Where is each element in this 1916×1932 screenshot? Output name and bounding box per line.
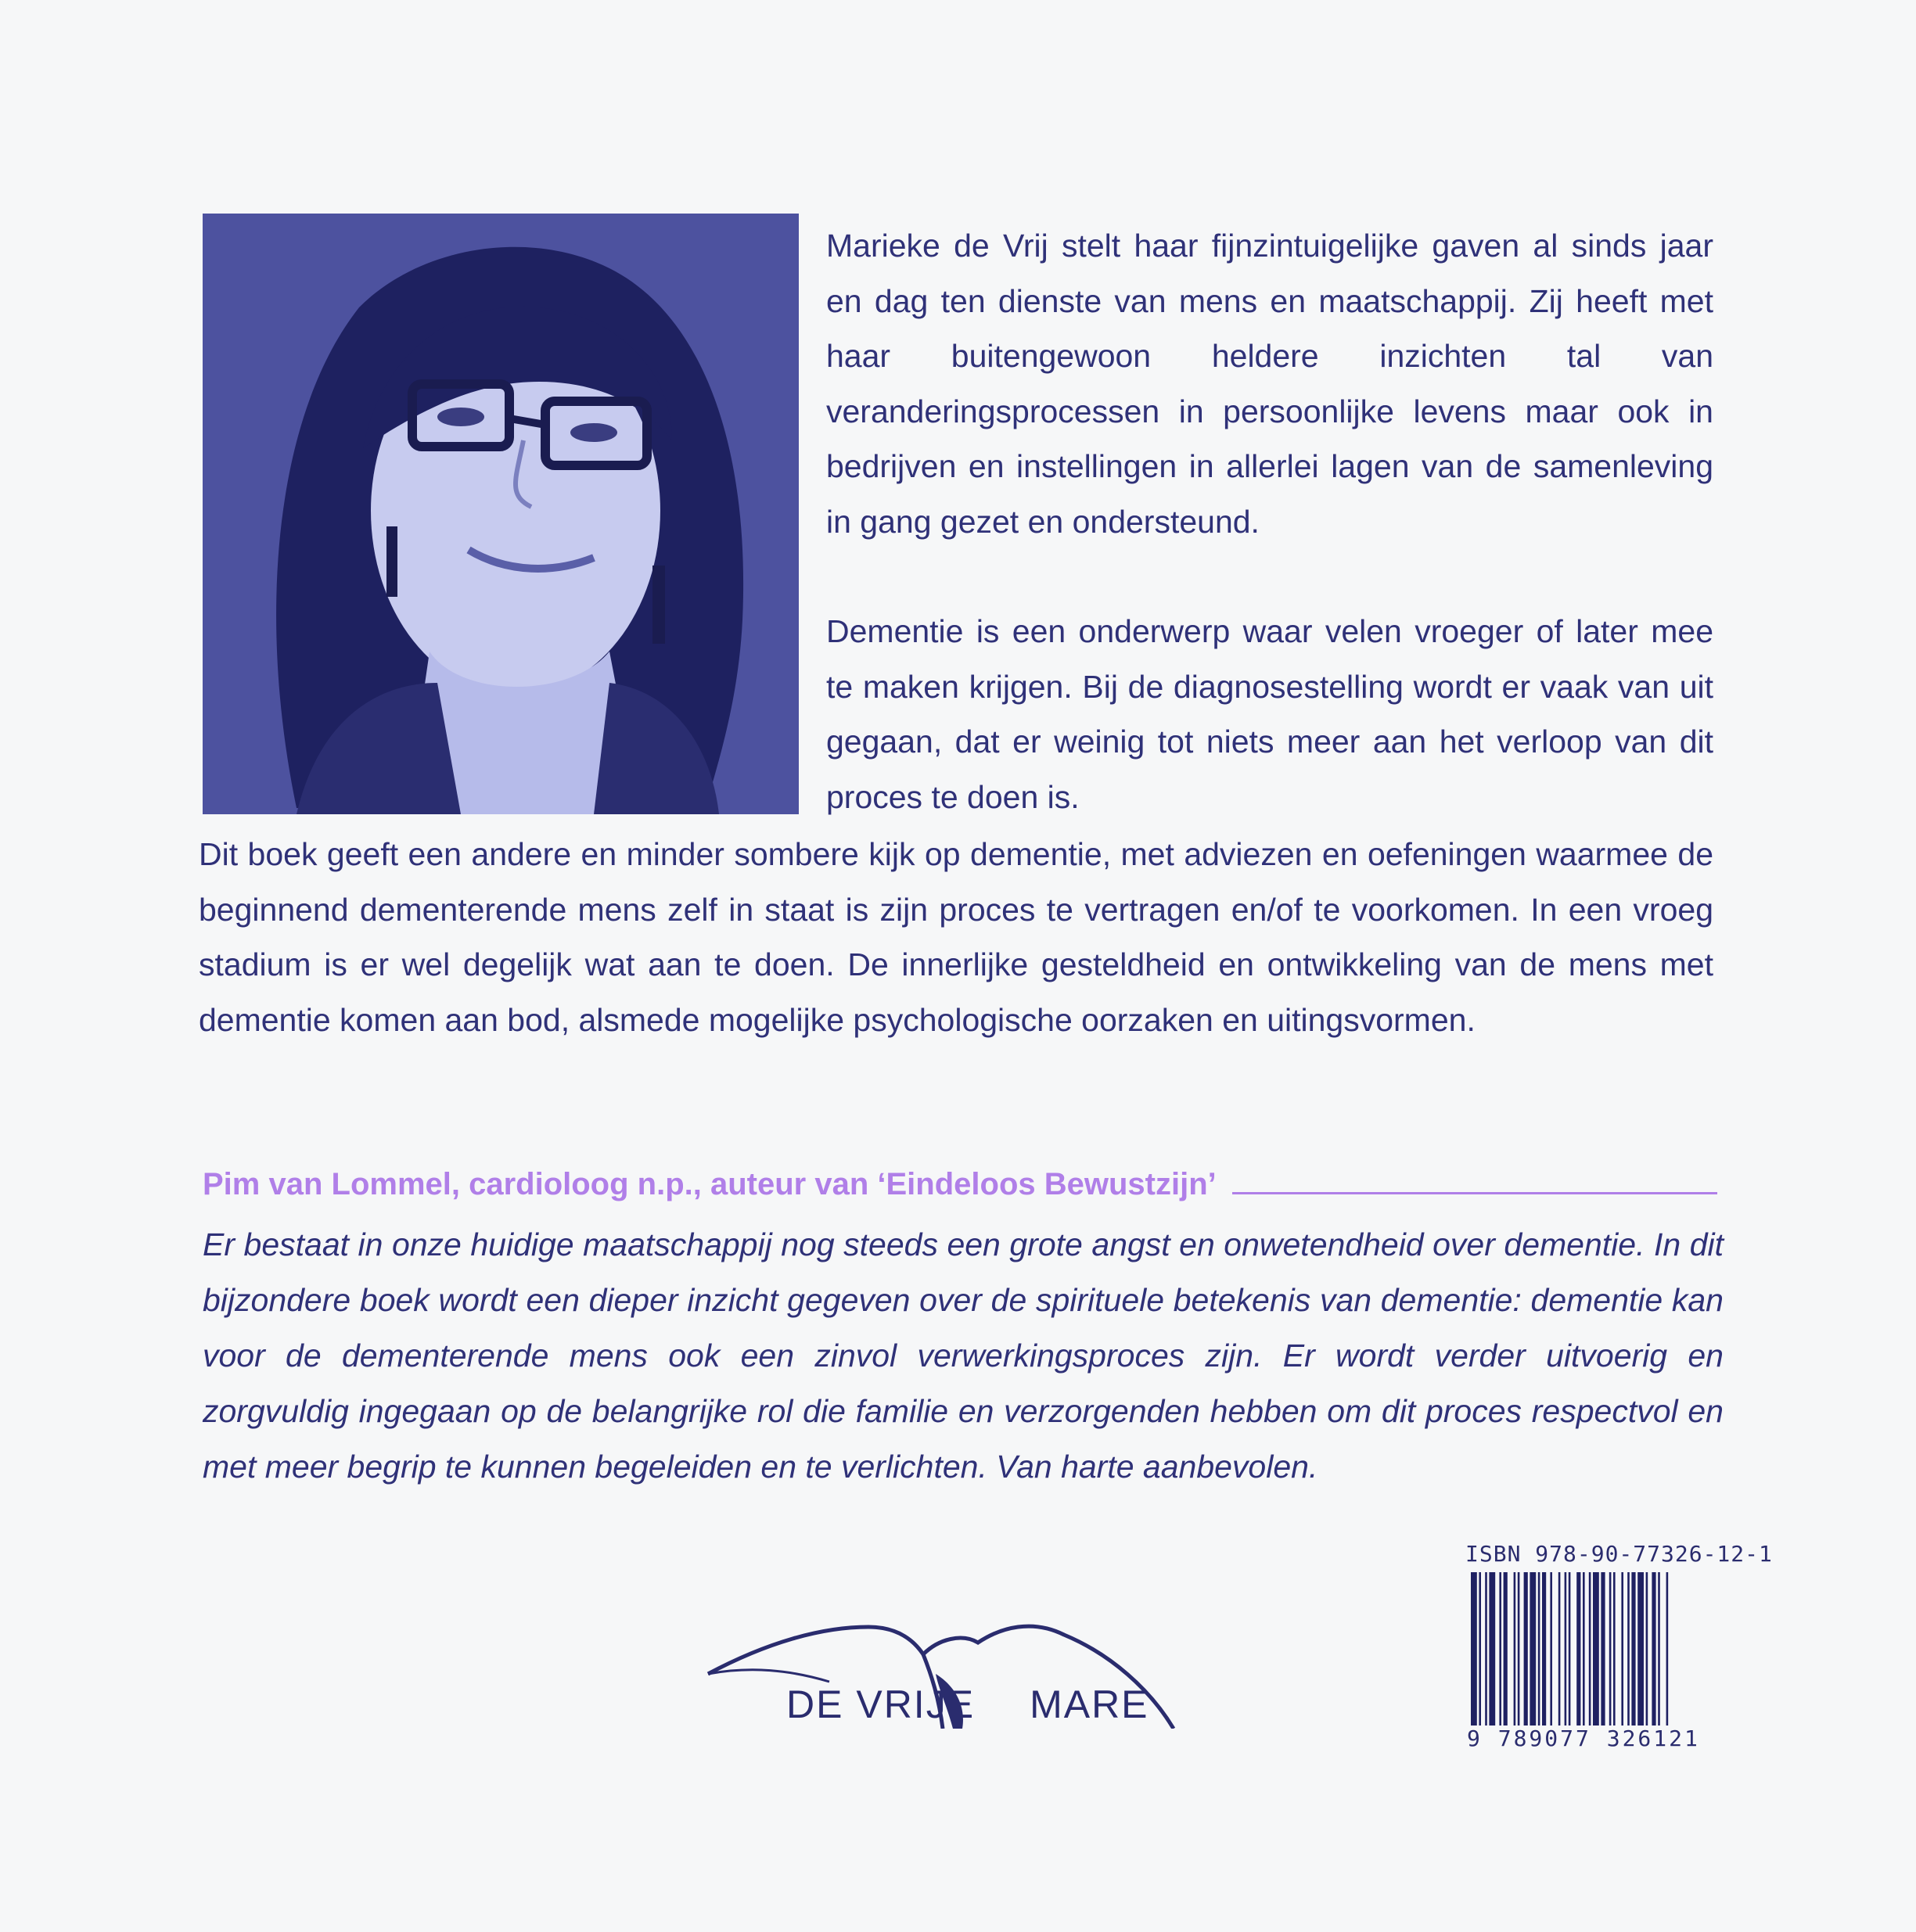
author-portrait-image	[203, 214, 799, 814]
barcode-bar	[1652, 1572, 1655, 1740]
barcode-bar	[1627, 1572, 1630, 1740]
barcode-bar	[1576, 1572, 1580, 1740]
barcode-bar	[1609, 1572, 1612, 1740]
barcode	[1471, 1572, 1729, 1740]
publisher-name-part-2: MARE	[1030, 1682, 1149, 1726]
barcode-bar	[1589, 1572, 1591, 1740]
endorsement-quote: Er bestaat in onze huidige maatschappij nog steeds een grote angst en onwetendheid over dementie. In dit bijzondere boek wordt een dieper inzicht gegeven over de spirituele betekenis van dementie: dementie kan voor de dementerende mens ook een zinvol verwerkingsproces zijn. Er wordt verder uitvoerig en zorgvuldig ingegaan op de belangrijke rol die familie en verzorgenden hebben om dit proces respectvol en met meer begrip te kunnen begeleiden en te verlichten. Van harte aanbevolen.	[203, 1226, 1724, 1485]
barcode-bar	[1514, 1572, 1516, 1740]
barcode-bar	[1471, 1572, 1477, 1740]
barcode-bar	[1583, 1572, 1585, 1740]
barcode-bar	[1550, 1572, 1552, 1740]
barcode-bar	[1666, 1572, 1669, 1740]
barcode-bar	[1489, 1572, 1495, 1740]
barcode-bar	[1485, 1572, 1487, 1740]
author-bio	[826, 218, 1713, 824]
barcode-bar	[1631, 1572, 1635, 1740]
barcode-bar	[1558, 1572, 1561, 1740]
barcode-bar	[1530, 1572, 1536, 1740]
barcode-bar	[1538, 1572, 1540, 1740]
author-bio-paragraph-2: Dementie is een onderwerp waar velen vroeger of later mee te maken krijgen. Bij de diagnosestelling wordt er vaak van uit gegaan, dat er weinig tot niets meer aan het verloop van dit proces te doen is.	[826, 613, 1713, 815]
barcode-bar	[1518, 1572, 1520, 1740]
barcode-bar	[1565, 1572, 1567, 1740]
barcode-bar	[1542, 1572, 1546, 1740]
author-bio-paragraph-1: Marieke de Vrij stelt haar fijnzintuigelijke gaven al sinds jaar en dag ten dienste van mens en maatschappij. Zij heeft met haar buitengewoon heldere inzichten tal van veranderingsprocessen in persoonlijke levens maar ook in bedrijven en instellingen in allerlei lagen van de samenleving in gang gezet en ondersteund.	[826, 228, 1713, 540]
barcode-bar	[1524, 1572, 1528, 1740]
publisher-name	[786, 1682, 1149, 1727]
barcode-bar	[1621, 1572, 1623, 1740]
barcode-bar	[1499, 1572, 1501, 1740]
barcode-bar	[1637, 1572, 1644, 1740]
barcode-bar	[1658, 1572, 1660, 1740]
isbn-label: ISBN 978-90-77326-12-1	[1465, 1541, 1773, 1567]
barcode-bar	[1613, 1572, 1616, 1740]
endorsement-heading	[203, 1167, 1717, 1202]
author-photo	[203, 214, 799, 814]
book-description: Dit boek geeft een andere en minder sombere kijk op dementie, met adviezen en oefeningen waarmee de beginnend dementerende mens zelf in staat is zijn proces te vertragen en/of te voorkomen. In een vroeg stadium is er wel degelijk wat aan te doen. De innerlijke gesteldheid en ontwikkeling van de mens met dementie komen aan bod, alsmede mogelijke psychologische oorzaken en uitingsvormen.	[199, 836, 1713, 1038]
barcode-bar	[1593, 1572, 1599, 1740]
endorsement-author: Pim van Lommel, cardioloog n.p., auteur van ‘Eindeloos Bewustzijn’	[203, 1167, 1217, 1201]
barcode-bar	[1504, 1572, 1508, 1740]
publisher-name-part-1: DE VRIJE	[786, 1682, 976, 1726]
barcode-bar	[1646, 1572, 1648, 1740]
barcode-bar	[1569, 1572, 1571, 1740]
barcode-bar	[1479, 1572, 1481, 1740]
barcode-digits: 9 789077 326121	[1465, 1726, 1742, 1751]
endorsement-rule	[1232, 1192, 1717, 1194]
barcode-bar	[1601, 1572, 1605, 1740]
